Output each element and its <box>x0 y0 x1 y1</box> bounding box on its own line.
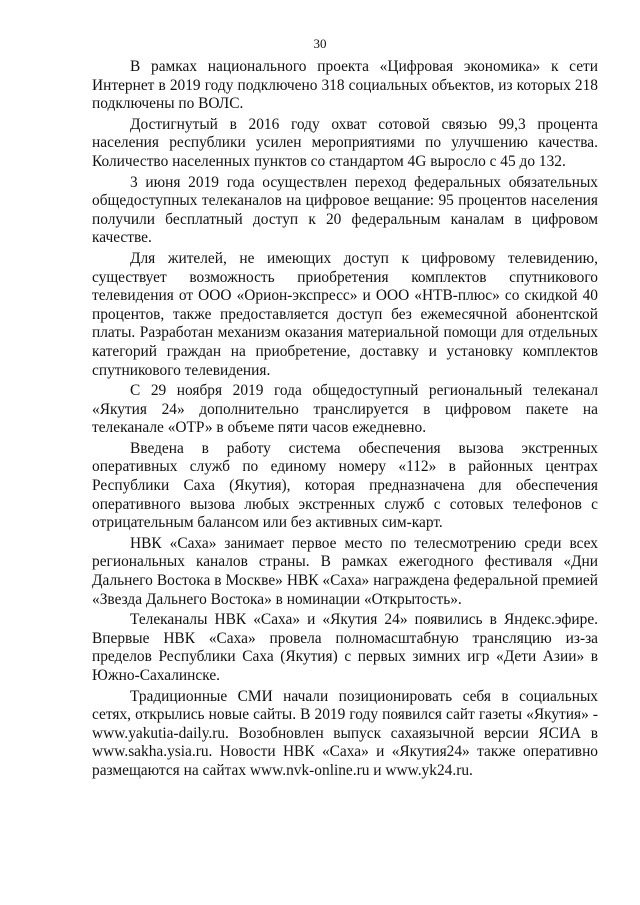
paragraph-yandex-efir: Телеканалы НВК «Саха» и «Якутия 24» появились в Яндекс.эфире. Впервые НВК «Саха» провела полномасштабную трансляцию из-за пределов Республики Саха (Якутия) с первых зимних игр «Дети Азии» в Южно-Сахалинске. <box>92 611 598 684</box>
paragraph-satellite-tv: Для жителей, не имеющих доступ к цифровому телевидению, существует возможность приобретения комплектов спутникового телевидения от ООО «Орион-экспресс» и ООО «НТВ-плюс» со скидкой 40 процентов, также предоставляется доступ без ежемесячной абонентской платы. Разработан механизм оказания материальной помощи для отдельных категорий граждан на приобретение, доставку и установку комплектов спутникового телевидения. <box>92 249 598 379</box>
paragraph-emergency-112: Введена в работу система обеспечения вызова экстренных оперативных служб по единому номеру «112» в районных центрах Республики Саха (Якутия), которая предназначена для обеспечения оперативного вызова любых экстренных служб с сотовых телефонов с отрицательным балансом или без активных сим-карт. <box>92 439 598 532</box>
paragraph-digital-broadcasting: 3 июня 2019 года осуществлен переход федеральных обязательных общедоступных телеканалов на цифровое вещание: 95 процентов населения получили бесплатный доступ к 20 федеральным каналам в цифровом качестве. <box>92 173 598 247</box>
document-body <box>92 58 598 781</box>
paragraph-nvk-sakha-award: НВК «Саха» занимает первое место по телесмотрению среди всех региональных каналов страны. В рамках ежегодного фестиваля «Дни Дальнего Востока в Москве» НВК «Саха» награждена федеральной премией «Звезда Дальнего Востока» в номинации «Открытость». <box>92 534 598 608</box>
paragraph-cellular-coverage: Достигнутый в 2016 году охват сотовой связью 99,3 процента населения республики усилен мероприятиями по улучшению качества. Количество населенных пунктов со стандартом 4G выросло с 45 до 132. <box>92 115 598 170</box>
paragraph-digital-economy: В рамках национального проекта «Цифровая экономика» к сети Интернет в 2019 году подключено 318 социальных объектов, из которых 218 подключены по ВОЛС. <box>92 58 598 113</box>
paragraph-social-media: Традиционные СМИ начали позиционировать себя в социальных сетях, открылись новые сайты. В 2019 году появился сайт газеты «Якутия» - www.yakutia-daily.ru. Возобновлен выпуск сахаязычной версии ЯСИА в www.sakha.ysia.ru. Новости НВК «Саха» и «Якутия24» также оперативно размещаются на сайтах www.nvk-online.ru и www.yk24.ru. <box>92 687 598 779</box>
paragraph-yakutia24: С 29 ноября 2019 года общедоступный региональный телеканал «Якутия 24» дополнительно транслируется в цифровом пакете на телеканале «ОТР» в объеме пяти часов ежедневно. <box>92 382 598 437</box>
page-number: 30 <box>313 36 327 51</box>
